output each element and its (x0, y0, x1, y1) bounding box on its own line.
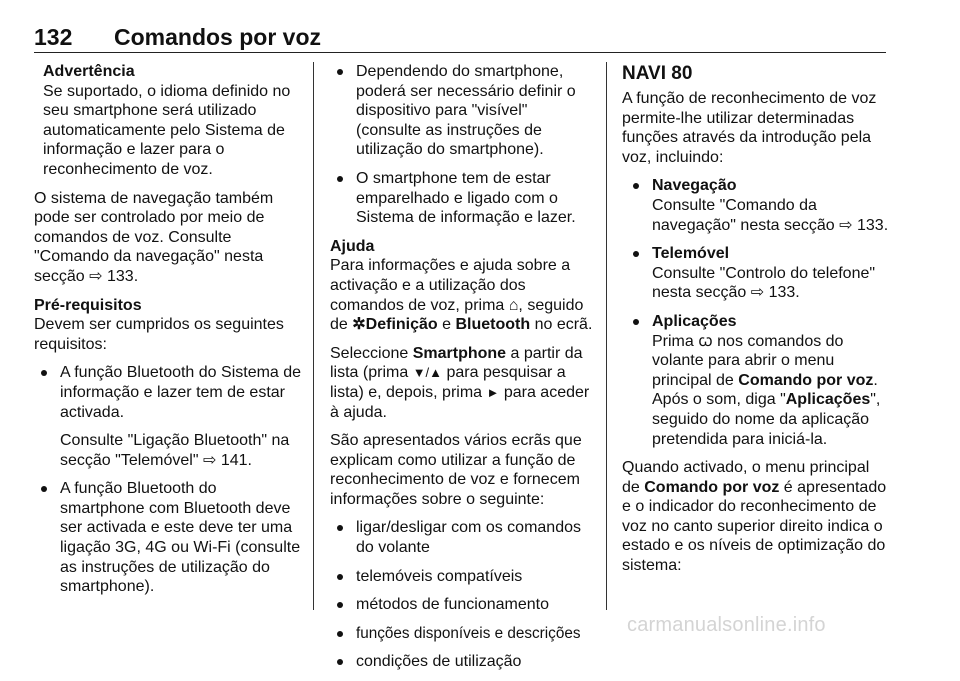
bullet-icon (337, 602, 343, 608)
list-item-ref: Consulte "Ligação Bluetooth" na secção "Telemóvel" ⇨ 141. (60, 432, 290, 469)
voice-functions-list (622, 176, 890, 449)
column-divider (313, 62, 314, 610)
column-1 (34, 62, 302, 606)
list-item: telemóveis compatíveis (330, 567, 596, 587)
list-item: funções disponíveis e descrições (330, 624, 596, 644)
list-item-text: O smartphone tem de estar emparelhado e ligado com o Sistema de informação e lazer. (356, 169, 576, 227)
bullet-icon (337, 659, 343, 665)
list-item: ligar/desligar com os comandos do volante (330, 518, 596, 557)
list-item-text: A função Bluetooth do smartphone com Bluetooth deve ser activada e este deve ter uma ligação 3G, 4G ou Wi-Fi (consulte as instruções de utilização do smartphone). (60, 480, 301, 596)
bullet-icon (337, 631, 343, 637)
play-icon: ► (486, 384, 500, 400)
paragraph: Quando activado, o menu principal de Comando por voz é apresentado e o indicador do reconhecimento de voz no canto superior direito indica o estado e os níveis de optimização do sistema: (622, 459, 887, 575)
column-2 (330, 62, 596, 681)
bullet-icon (633, 319, 639, 325)
list-item-text: Dependendo do smartphone, poderá ser necessário definir o dispositivo para "visível" (consulte as instruções de utilização do smartphone). (356, 63, 576, 159)
paragraph: Para informações e ajuda sobre a activação e a utilização dos comandos de voz, prima ⌂, seguido de ✲Definição e Bluetooth no ecrã. (330, 257, 593, 334)
column-3 (622, 62, 890, 585)
list-item: condições de utilização (330, 652, 596, 672)
paragraph: Devem ser cumpridos os seguintes requisitos: (34, 316, 284, 353)
list-item-title: Navegação (652, 177, 737, 195)
help-topics-list (330, 518, 596, 672)
section-heading-help: Ajuda (330, 237, 375, 255)
note-title: Advertência (43, 63, 135, 80)
paragraph: Seleccione Smartphone a partir da lista (prima ▼/▲ para pesquisar a lista) e, depois, prima ► para aceder à ajuda. (330, 344, 590, 421)
paragraph: A função de reconhecimento de voz permite-lhe utilizar determinadas funções através da introdução pela voz, incluindo: (622, 90, 877, 166)
bullet-icon (337, 525, 343, 531)
section-heading-prereq: Pré-requisitos (34, 296, 142, 314)
gear-icon: ✲ (352, 316, 366, 334)
voice-command-icon: ꞷ (698, 332, 713, 350)
list-item (34, 363, 302, 470)
list-item (330, 169, 596, 228)
list-item (622, 176, 890, 235)
warning-note (34, 62, 302, 180)
list-item-text: Consulte "Controlo do telefone" nesta secção ⇨ 133. (652, 264, 876, 302)
bullet-icon (41, 370, 47, 376)
list-item (330, 62, 596, 160)
page-header (34, 24, 886, 53)
page-title: Comandos por voz (114, 24, 322, 50)
list-item (34, 479, 302, 597)
note-text: Se suportado, o idioma definido no seu smartphone será utilizado automaticamente pelo Sistema de informação e lazer para o reconhecimento de voz. (43, 82, 291, 178)
prereq-list (34, 363, 302, 597)
column-divider (606, 62, 607, 610)
bullet-icon (633, 183, 639, 189)
home-icon: ⌂ (508, 296, 519, 314)
bullet-icon (337, 176, 343, 182)
list-item (622, 312, 890, 449)
list-item-text: Prima ꞷ nos comandos do volante para abrir o menu principal de Comando por voz. Após o som, diga "Aplicações", seguido do nome da aplicação pretendida para iniciá-la. (652, 332, 881, 448)
list-item-title: Aplicações (652, 312, 737, 330)
paragraph: O sistema de navegação também pode ser controlado por meio de comandos de voz. Consulte "Comando da navegação" nesta secção ⇨ 133. (34, 189, 274, 285)
bullet-icon (41, 486, 47, 492)
bullet-icon (633, 251, 639, 257)
section-heading-navi80: NAVI 80 (622, 63, 693, 84)
list-item-title: Telemóvel (652, 245, 730, 263)
arrow-down-up-icon: ▼/▲ (412, 365, 443, 381)
page-number: 132 (34, 24, 73, 50)
list-item-text: Consulte "Comando da navegação" nesta secção ⇨ 133. (652, 196, 889, 234)
list-item: métodos de funcionamento (330, 595, 596, 615)
list-item-text: A função Bluetooth do Sistema de informação e lazer tem de estar activada. (60, 364, 302, 421)
paragraph: São apresentados vários ecrãs que explicam como utilizar a função de reconhecimento de voz e fornecem informações sobre o seguinte: (330, 432, 582, 508)
watermark: carmanualsonline.info (627, 614, 826, 636)
bullet-icon (337, 69, 343, 75)
list-item (622, 244, 890, 303)
bullet-icon (337, 574, 343, 580)
prereq-list-cont (330, 62, 596, 228)
